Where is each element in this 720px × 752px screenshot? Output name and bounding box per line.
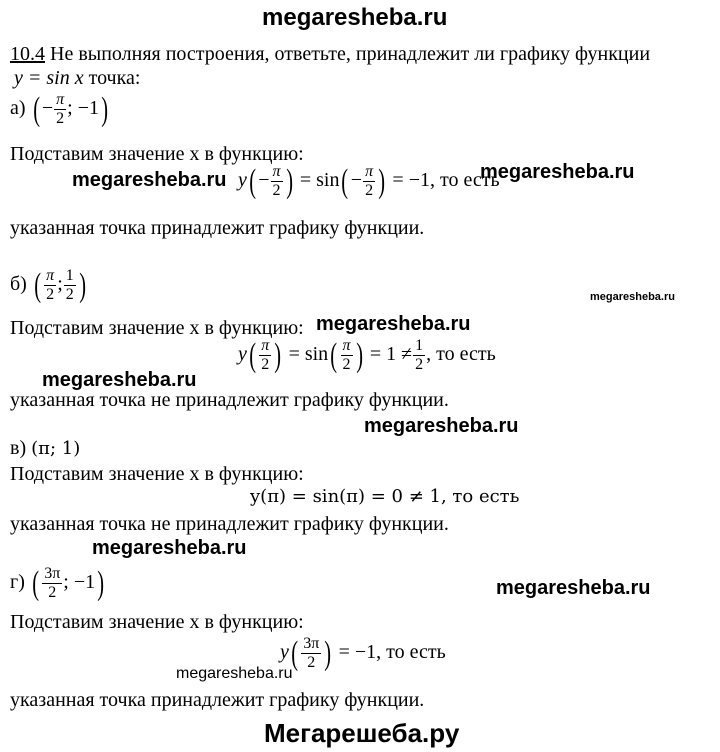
part-v-point bbox=[10, 438, 80, 458]
part-v-conclusion: указанная точка не принадлежит графику функции. bbox=[10, 513, 449, 535]
part-g-label: г) bbox=[10, 571, 25, 594]
point: (π; 1) bbox=[31, 438, 81, 459]
watermark: megaresheba.ru bbox=[42, 369, 197, 391]
point-y: −1 bbox=[77, 97, 100, 120]
part-a-conclusion: указанная точка принадлежит графику функции. bbox=[10, 217, 425, 239]
part-b-label: б) bbox=[10, 273, 27, 296]
problem-function-line bbox=[14, 68, 140, 88]
part-g-substitute: Подставим значение х в функцию: bbox=[10, 611, 304, 633]
part-g-point: г) ( $\frac{3\pi}{2}$ ; −1) bbox=[10, 564, 105, 602]
watermark: megaresheba.ru bbox=[316, 313, 471, 335]
watermark: megaresheba.ru bbox=[480, 161, 635, 183]
watermark: megaresheba.ru bbox=[496, 577, 651, 599]
sign: − bbox=[41, 97, 54, 120]
problem-statement bbox=[10, 44, 650, 64]
function-formula: y = sin x bbox=[14, 67, 84, 89]
part-b-substitute: Подставим значение х в функцию: bbox=[10, 317, 304, 339]
part-b-conclusion: указанная точка не принадлежит графику функции. bbox=[10, 389, 449, 411]
part-a-result: y( − $\frac{\pi}{2}$ ) = sin( − $\frac{\pi}{2}$ ) = −1, то есть bbox=[238, 162, 500, 200]
part-g-conclusion: указанная точка принадлежит графику функции. bbox=[10, 689, 425, 711]
part-a-point: а) ( − $\frac{\pi}{2}$ ; −1) bbox=[10, 90, 109, 128]
part-v-substitute: Подставим значение х в функцию: bbox=[10, 463, 304, 485]
watermark: megaresheba.ru bbox=[92, 537, 247, 559]
part-b-result: y( $\frac{\pi}{2}$ ) = sin( $\frac{\pi}{2}$ ) = 1 ≠ $\frac{1}{2}$ , то есть bbox=[238, 336, 496, 374]
watermark: megaresheba.ru bbox=[72, 169, 227, 191]
fraction: $\frac{\pi}{2}$ bbox=[56, 91, 65, 127]
site-header: megaresheba.ru bbox=[262, 4, 448, 31]
footer-brand: Мегарешеба.ру bbox=[264, 718, 460, 748]
watermark: megaresheba.ru bbox=[176, 665, 293, 682]
problem-number: 10.4 bbox=[10, 43, 45, 65]
problem-tail: точка: bbox=[88, 67, 141, 89]
watermark: megaresheba.ru bbox=[364, 415, 519, 437]
part-v-result: y(π) = sin(π) = 0 ≠ 1, то есть bbox=[250, 486, 520, 507]
part-v-label: в) bbox=[10, 437, 27, 459]
watermark: megaresheba.ru bbox=[590, 291, 675, 303]
part-a-substitute: Подставим значение х в функцию: bbox=[10, 143, 304, 165]
part-b-point: б) ( $\frac{\pi}{2}$ ; $\frac{1}{2}$ ) bbox=[10, 266, 86, 304]
problem-text: Не выполняя построения, ответьте, принадлежит ли графику функции bbox=[50, 43, 651, 65]
part-g-result: y( $\frac{3\pi}{2}$ ) = −1, то есть bbox=[280, 634, 446, 672]
part-a-label: а) bbox=[10, 97, 26, 120]
